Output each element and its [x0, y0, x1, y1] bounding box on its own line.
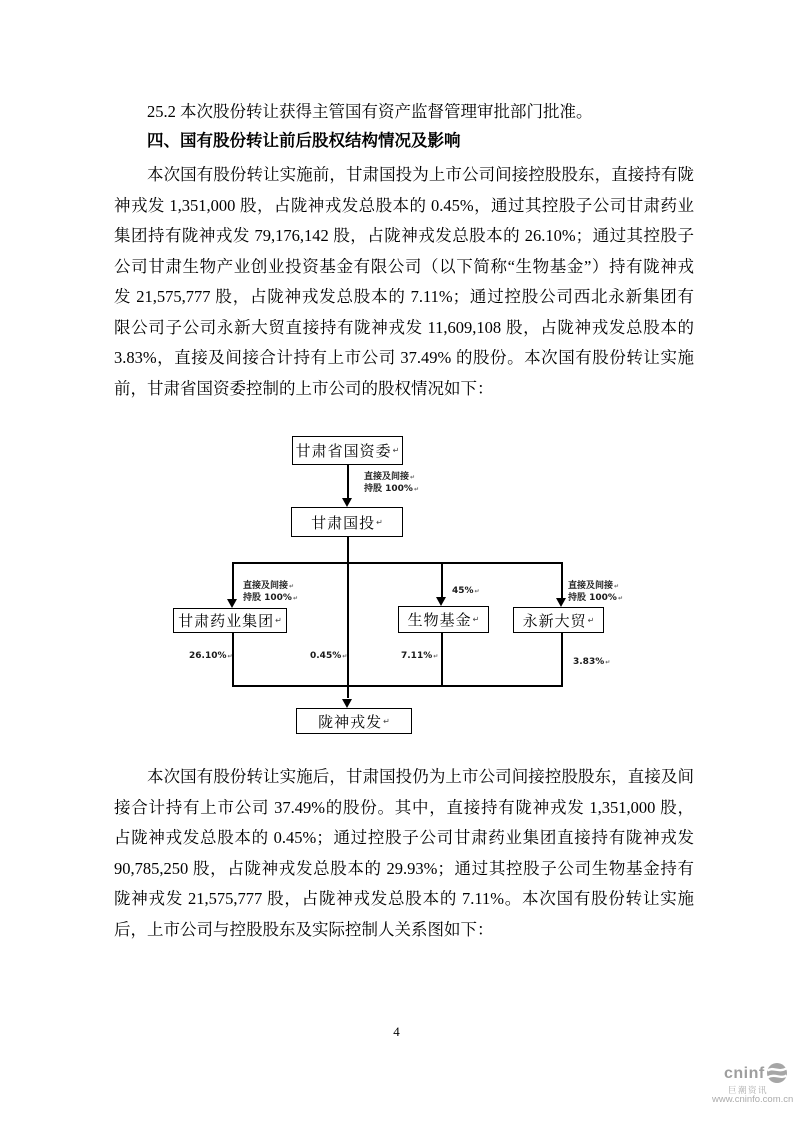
paragraph-line: 接合计持有上市公司 37.49%的股份。其中，直接持有陇神戎发 1,351,000 股，	[114, 797, 694, 817]
pct-label-bio: 7.11%↵	[401, 651, 439, 661]
return-mark: ↵	[413, 485, 419, 493]
return-mark: ↵	[289, 583, 295, 590]
return-mark: ↵	[587, 615, 595, 625]
node-longshen-rongfa: 陇神戎发 ↵	[296, 708, 412, 734]
paragraph-line: 前，甘肃省国资委控制的上市公司的股权情况如下：	[114, 378, 494, 398]
return-mark: ↵	[383, 716, 390, 726]
return-mark: ↵	[472, 615, 480, 624]
connector-line	[561, 633, 563, 686]
paragraph-line: 90,785,250 股，占陇神戎发总股本的 29.93%；通过其控股子公司生物基金持有	[114, 858, 694, 878]
return-mark: ↵	[376, 517, 383, 527]
edge-label-right: 直接及间接↵ 持股 100%↵	[568, 581, 623, 603]
return-mark: ↵	[433, 653, 439, 660]
connector-line	[441, 633, 443, 686]
heading-block	[114, 126, 694, 157]
logo-name: cninf	[724, 1065, 765, 1082]
paragraph-before	[114, 160, 694, 404]
section-heading: 四、国有股份转让前后股权结构情况及影响	[147, 131, 461, 150]
return-mark: ↵	[275, 616, 282, 625]
node-yongxin-trade: 永新大贸 ↵	[513, 607, 604, 633]
cninfo-logo	[700, 1060, 793, 1118]
connector-line	[561, 563, 563, 598]
paragraph-line: 公司甘肃生物产业创业投资基金有限公司（以下简称“生物基金”）持有陇神戎	[114, 256, 694, 276]
node-pharma-group: 甘肃药业集团 ↵	[173, 608, 287, 633]
paragraph-line: 神戎发 1,351,000 股，占陇神戎发总股本的 0.45%，通过其控股子公司甘肃药业	[114, 195, 694, 215]
ownership-structure-diagram	[160, 430, 640, 745]
node-gansu-sasac: 甘肃省国资委 ↵	[292, 436, 403, 465]
node-gansu-guotou: 甘肃国投 ↵	[291, 507, 403, 537]
connector-line	[347, 465, 349, 498]
paragraph-after	[114, 762, 694, 945]
paragraph-line: 本次国有股份转让实施前，甘肃国投为上市公司间接控股股东，直接持有陇	[147, 165, 694, 184]
arrow-down-icon	[342, 699, 352, 708]
arrow-down-icon	[227, 599, 237, 608]
logo-subtitle: 巨潮资讯	[728, 1085, 769, 1095]
paragraph-line: 陇神戎发 21,575,777 股，占陇神戎发总股本的 7.11%。本次国有股份转让实施	[114, 889, 694, 908]
edge-label-left: 直接及间接↵ 持股 100%↵	[243, 581, 298, 603]
connector-line	[232, 562, 563, 564]
return-mark: ↵	[292, 594, 298, 602]
paragraph-line: 后，上市公司与控股股东及实际控制人关系图如下：	[114, 919, 494, 939]
return-mark: ↵	[342, 653, 348, 660]
arrow-down-icon	[436, 597, 446, 606]
pct-label-direct: 0.45%↵	[310, 651, 348, 661]
return-mark: ↵	[227, 653, 233, 660]
return-mark: ↵	[614, 583, 620, 590]
paragraph-line: 本次国有股份转让实施后，甘肃国投仍为上市公司间接控股股东，直接及间	[147, 767, 694, 786]
connector-line	[232, 685, 563, 687]
pct-label-yongxin: 3.83%↵	[573, 657, 611, 667]
connector-line	[232, 563, 234, 599]
return-mark: ↵	[617, 594, 623, 602]
edge-label-top: 直接及间接↵ 持股 100%↵	[364, 472, 419, 494]
intro-block	[114, 97, 694, 128]
paragraph-line: 限公司子公司永新大贸直接持有陇神戎发 11,609,108 股，占陇神戎发总股本的	[114, 317, 694, 337]
paragraph-line: 占陇神戎发总股本的 0.45%；通过控股子公司甘肃药业集团直接持有陇神戎发	[114, 828, 694, 847]
paragraph-line: 集团持有陇神戎发 79,176,142 股，占陇神戎发总股本的 26.10%；通过其控股子	[114, 226, 694, 245]
node-bio-fund: 生物基金 ↵	[398, 606, 489, 633]
edge-label-mid: 45%↵	[452, 586, 480, 596]
return-mark: ↵	[392, 446, 400, 455]
page-number: 4	[393, 1024, 400, 1039]
logo-url: www.cninfo.com.cn	[712, 1094, 793, 1105]
pct-label-pharma: 26.10%↵	[189, 651, 233, 661]
arrow-down-icon	[342, 498, 352, 507]
paragraph-line: 发 21,575,777 股，占陇神戎发总股本的 7.11%；通过控股公司西北永新集团有	[114, 287, 694, 306]
return-mark: ↵	[410, 474, 416, 481]
connector-line	[441, 563, 443, 597]
logo-swirl-icon	[765, 1061, 789, 1090]
arrow-down-icon	[556, 598, 566, 607]
return-mark: ↵	[605, 659, 611, 666]
intro-line: 25.2 本次股份转让获得主管国有资产监督管理审批部门批准。	[147, 102, 593, 121]
paragraph-line: 3.83%，直接及间接合计持有上市公司 37.49% 的股份。本次国有股份转让实施	[114, 348, 694, 367]
return-mark: ↵	[474, 588, 480, 595]
